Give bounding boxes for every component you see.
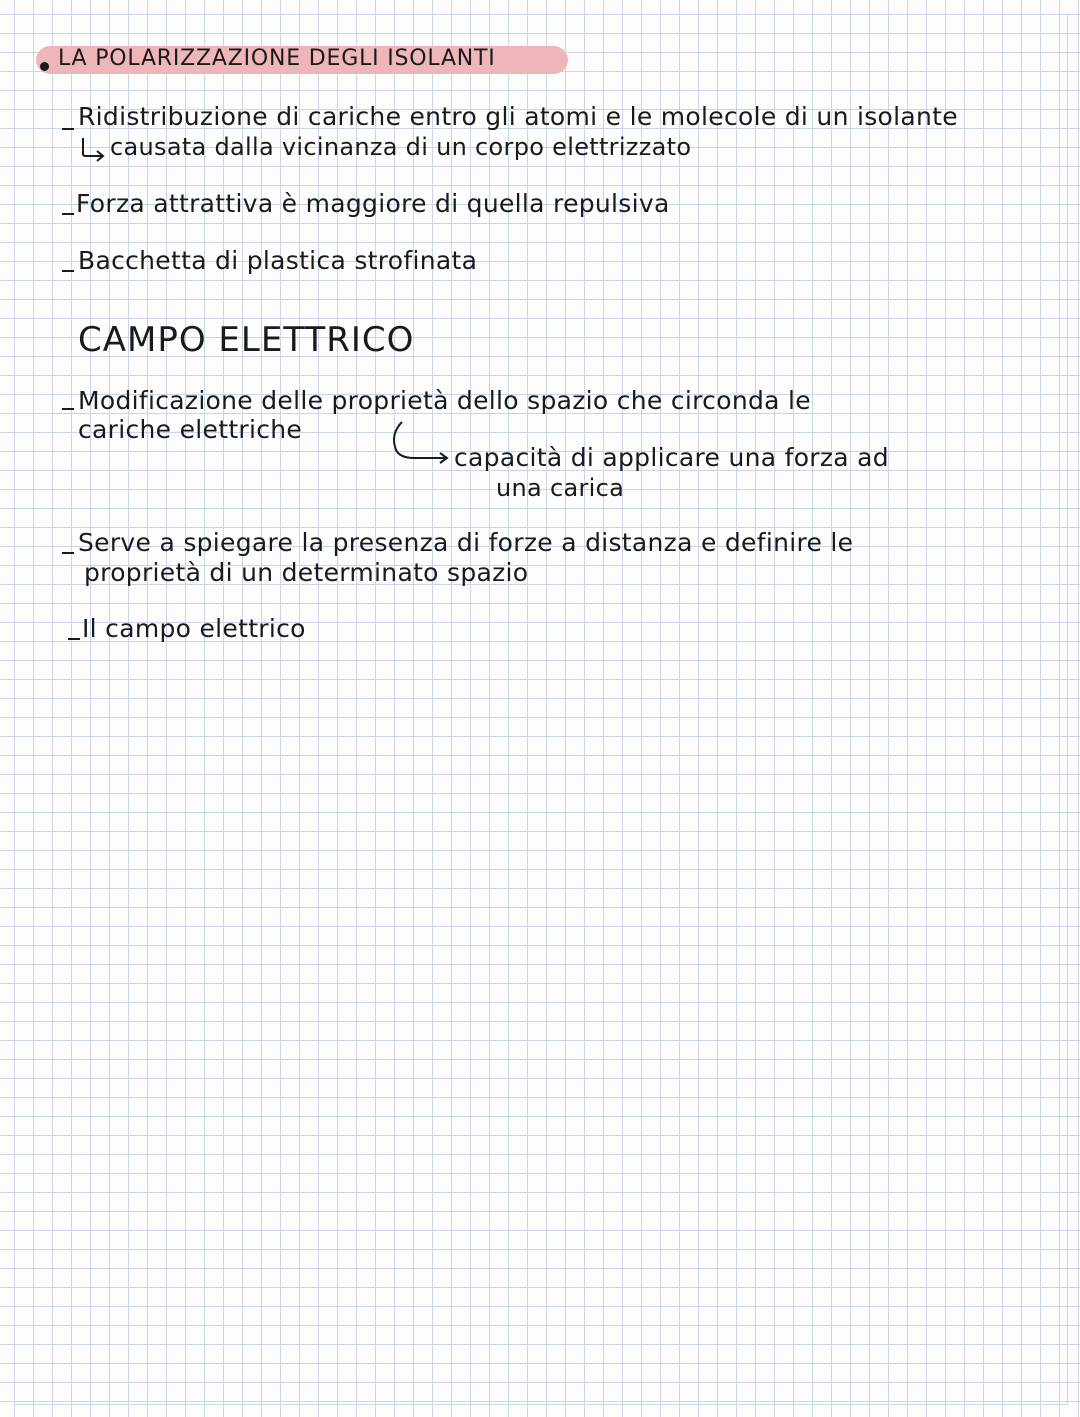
- bullet-dash: [62, 213, 74, 215]
- note-capacita-1: capacità di applicare una forza ad: [454, 443, 889, 472]
- bullet-dash: [62, 552, 74, 554]
- bullet-dash: [62, 408, 74, 410]
- note-capacita-2: una carica: [496, 474, 625, 502]
- note-ridistribuzione: Ridistribuzione di cariche entro gli atomi e le molecole di un isolante: [78, 102, 958, 131]
- note-modificazione-1: Modificazione delle proprietà dello spazio che circonda le: [78, 386, 811, 415]
- note-serve-2: proprietà di un determinato spazio: [84, 558, 529, 587]
- page-title: LA POLARIZZAZIONE DEGLI ISOLANTI: [58, 46, 496, 71]
- bullet-dot: [40, 62, 49, 71]
- note-modificazione-2: cariche elettriche: [78, 415, 303, 444]
- bullet-dash: [62, 270, 74, 272]
- note-bacchetta: Bacchetta di plastica strofinata: [78, 246, 478, 275]
- bullet-dash: [68, 638, 80, 640]
- bullet-dash: [62, 128, 74, 130]
- branch-arrow-icon: [388, 420, 458, 470]
- note-campo-elettrico: Il campo elettrico: [82, 614, 306, 643]
- note-serve-1: Serve a spiegare la presenza di forze a distanza e definire le: [78, 528, 854, 557]
- sub-arrow-icon: [80, 136, 110, 162]
- note-causata: causata dalla vicinanza di un corpo elettrizzato: [110, 133, 692, 161]
- section-heading: CAMPO ELETTRICO: [78, 320, 415, 360]
- note-forza-attrattiva: Forza attrattiva è maggiore di quella repulsiva: [76, 189, 670, 218]
